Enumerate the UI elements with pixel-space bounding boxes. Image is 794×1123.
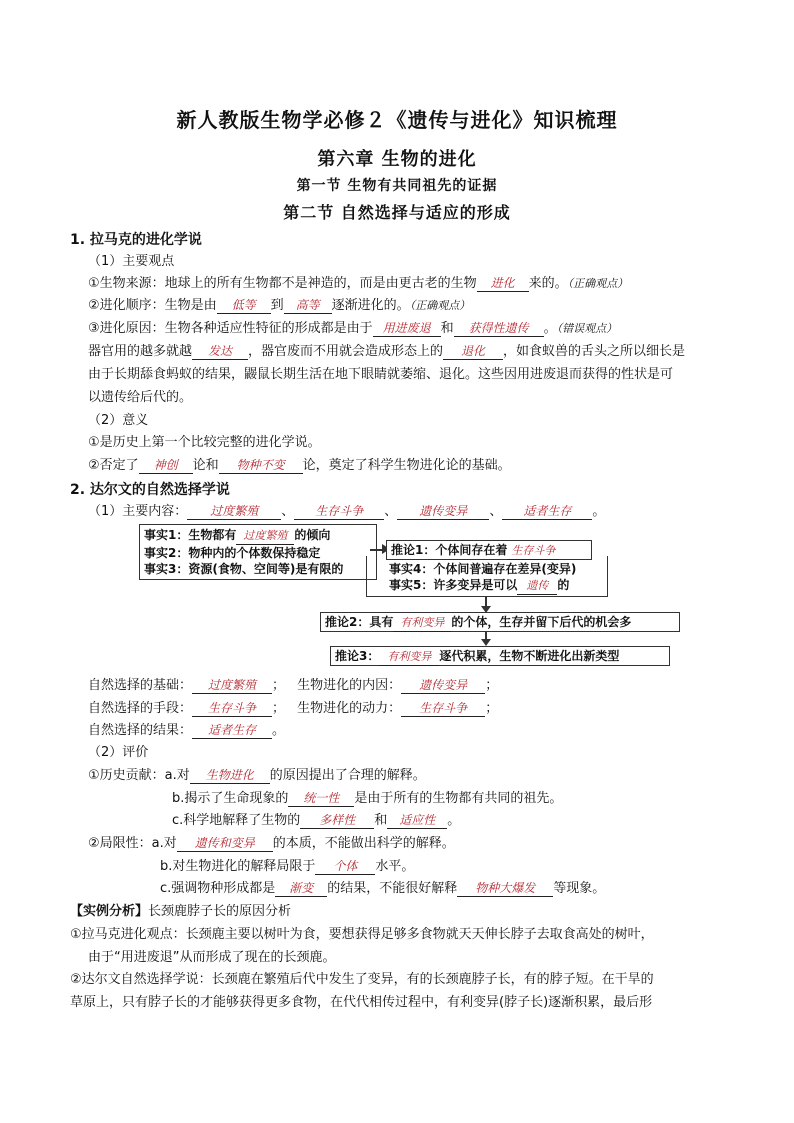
fill-blank: 有利变异 xyxy=(393,615,451,632)
fill-blank: 适者生存 xyxy=(192,722,272,739)
lamarck-point-a: ①生物来源：地球上的所有生物都不是神造的，而是由更古老的生物 进化 来的。（正确观点） xyxy=(88,276,629,291)
fill-blank: 过度繁殖 xyxy=(236,528,294,545)
fact-1: 事实1：生物都有 过度繁殖 的倾向 xyxy=(144,527,372,545)
arrowhead-icon xyxy=(481,639,491,646)
fill-blank: 统一性 xyxy=(288,790,354,807)
fill-blank: 遗传变异 xyxy=(401,677,485,694)
selection-means-line: 自然选择的手段： 生存斗争 ； 生物进化的动力： 生存斗争 ； xyxy=(88,701,499,716)
inference-2: 推论2：具有 有利变异 的个体，生存并留下后代的机会多 xyxy=(325,614,675,632)
document-title: 新人教版生物学必修２《遗传与进化》知识梳理 xyxy=(176,108,618,132)
fill-blank: 过度繁殖 xyxy=(187,503,281,520)
fill-blank: 低等 xyxy=(217,297,271,314)
section-2-title: 第二节 自然选择与适应的形成 xyxy=(283,203,511,222)
fill-blank: 有利变异 xyxy=(379,649,439,666)
fill-blank: 适应性 xyxy=(387,812,447,829)
fill-blank: 生存斗争 xyxy=(507,543,559,560)
fill-blank: 生物进化 xyxy=(190,767,270,784)
significance-b: ②否定了 神创 论和 物种不变 论，奠定了科学生物进化论的基础。 xyxy=(88,458,511,473)
fill-blank: 遗传变异 xyxy=(397,503,489,520)
lamarck-point-d: 器官用的越多就越 发达 ，器官废而不用就会造成形态上的 退化 ，如食蚁兽的舌头之所以细长是 xyxy=(88,344,686,359)
fill-blank: 个体 xyxy=(315,858,375,875)
significance-heading: （2）意义 xyxy=(88,413,149,428)
fill-blank: 神创 xyxy=(139,457,193,474)
fill-blank: 遗传 xyxy=(517,578,557,595)
fill-blank: 过度繁殖 xyxy=(192,677,272,694)
fill-blank: 适者生存 xyxy=(502,503,592,520)
example-paragraph-line: 草原上，只有脖子长的才能够获得更多食物，在代代相传过程中，有利变异(脖子长)逐渐积累，最后形 xyxy=(70,995,653,1010)
example-paragraph-line: ②达尔文自然选择学说：长颈鹿在繁殖后代中发生了变异，有的长颈鹿脖子长，有的脖子短。在干旱的 xyxy=(70,972,654,987)
lamarck-heading: 1. 拉马克的进化学说 xyxy=(70,232,202,248)
facts-frame xyxy=(366,556,608,597)
fill-blank: 用进废退 xyxy=(373,320,441,337)
main-points-heading: （1）主要观点 xyxy=(88,254,175,269)
fill-blank: 生存斗争 xyxy=(294,503,384,520)
darwin-main-content: （1）主要内容： 过度繁殖 、 生存斗争 、 遗传变异 、 适者生存 。 xyxy=(88,504,606,519)
fill-blank: 渐变 xyxy=(275,880,327,897)
inference-1: 推论1：个体间存在着 生存斗争 xyxy=(391,542,587,560)
facts-box xyxy=(139,524,377,580)
inference-3-box xyxy=(330,646,670,666)
fill-blank: 获得性遗传 xyxy=(454,320,544,337)
lamarck-paragraph-line: 由于长期舔食蚂蚁的结果，鼹鼠长期生活在地下眼睛就萎缩、退化。这些因用进废退而获得的性状是可 xyxy=(88,367,674,382)
significance-a: ①是历史上第一个比较完整的进化学说。 xyxy=(88,435,321,450)
fact-2: 事实2：物种内的个体数保持稳定 xyxy=(144,546,321,560)
fact-4: 事实4：个体间普遍存在差异(变异) xyxy=(389,562,577,576)
fill-blank: 生存斗争 xyxy=(401,700,485,717)
example-paragraph-line: ①拉马克进化观点：长颈鹿主要以树叶为食，要想获得足够多食物就天天伸长脖子去取食高处的树叶， xyxy=(70,927,654,942)
inference-3: 推论3： 有利变异 逐代积累，生物不断进化出新类型 xyxy=(335,648,665,666)
contribution-a: ①历史贡献：a.对 生物进化 的原因提出了合理的解释。 xyxy=(88,768,426,783)
fill-blank: 物种大爆发 xyxy=(457,880,553,897)
lamarck-point-b: ②进化顺序：生物是由 低等 到 高等 逐渐进化的。（正确观点） xyxy=(88,298,471,313)
fill-blank: 生存斗争 xyxy=(192,700,272,717)
limitation-a: ②局限性：a.对 遗传和变异 的本质，不能做出科学的解释。 xyxy=(88,836,455,851)
fill-blank: 多样性 xyxy=(300,812,374,829)
lamarck-point-c: ③进化原因：生物各种适应性特征的形成都是由于 用进废退 和 获得性遗传 。（错误观点） xyxy=(88,321,618,336)
limitation-b: b.对生物进化的解释局限于 个体 水平。 xyxy=(160,859,415,874)
chapter-title: 第六章 生物的进化 xyxy=(317,149,477,170)
darwin-heading: 2. 达尔文的自然选择学说 xyxy=(70,482,230,498)
section-1-title: 第一节 生物有共同祖先的证据 xyxy=(296,178,498,194)
selection-basis-line: 自然选择的基础： 过度繁殖 ； 生物进化的内因： 遗传变异 ； xyxy=(88,678,499,693)
fill-blank: 高等 xyxy=(284,297,332,314)
example-heading: 【实例分析】长颈鹿脖子长的原因分析 xyxy=(70,904,292,919)
limitation-c: c.强调物种形成都是 渐变 的结果，不能很好解释 物种大爆发 等现象。 xyxy=(160,881,606,896)
example-paragraph-line: 由于“用进废退”从而形成了现在的长颈鹿。 xyxy=(88,950,336,965)
fill-blank: 遗传和变异 xyxy=(177,835,273,852)
contribution-b: b.揭示了生命现象的 统一性 是由于所有的生物都有共同的祖先。 xyxy=(172,791,563,806)
fact-3: 事实3：资源(食物、空间等)是有限的 xyxy=(144,562,344,576)
fill-blank: 物种不变 xyxy=(219,457,303,474)
lamarck-paragraph-line: 以遗传给后代的。 xyxy=(88,390,193,405)
fact-5: 事实5：许多变异是可以 遗传 的 xyxy=(389,577,576,595)
contribution-c: c.科学地解释了生物的 多样性 和 适应性 。 xyxy=(172,813,461,828)
evaluation-heading: （2）评价 xyxy=(88,745,149,760)
fill-blank: 进化 xyxy=(477,275,529,292)
inference-2-box xyxy=(320,612,680,632)
fill-blank: 退化 xyxy=(443,343,503,360)
fill-blank: 发达 xyxy=(192,343,248,360)
selection-result-line: 自然选择的结果： 适者生存 。 xyxy=(88,723,286,738)
